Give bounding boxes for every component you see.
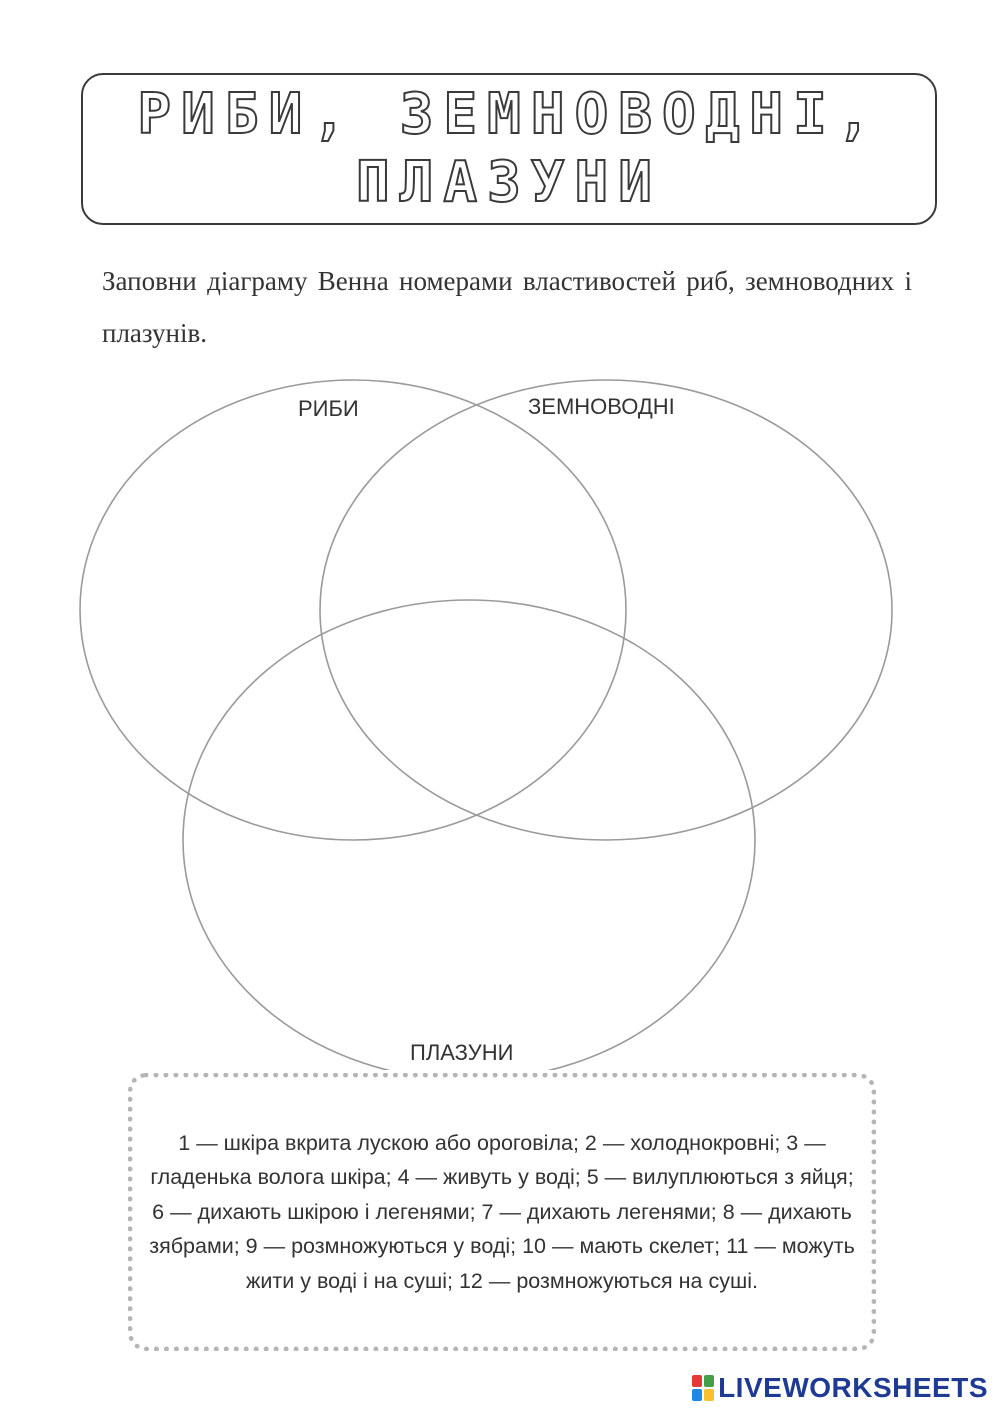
fish-label: РИБИ	[298, 396, 359, 421]
venn-svg	[0, 370, 1000, 1070]
liveworksheets-brand[interactable]	[692, 1372, 988, 1404]
title-line-2: ПЛАЗУНИ	[355, 150, 662, 215]
liveworksheets-logo-icon	[692, 1375, 714, 1401]
title-line-1: РИБИ, ЗЕМНОВОДНІ,	[137, 82, 881, 147]
venn-diagram	[0, 370, 1000, 1070]
amphibians-circle[interactable]	[320, 380, 892, 840]
legend-box	[128, 1073, 876, 1351]
instruction-text: Заповни діаграму Венна номерами властивостей риб, земноводних і плазунів.	[102, 266, 912, 348]
brand-name: LIVEWORKSHEETS	[718, 1372, 988, 1403]
amphibians-label: ЗЕМНОВОДНІ	[528, 394, 675, 419]
title-box	[81, 73, 937, 225]
reptiles-label: ПЛАЗУНИ	[410, 1040, 514, 1065]
legend-text: 1 — шкіра вкрита лускою або ороговіла; 2 — холоднокровні; 3 — гладенька волога шкіра; 4 — живуть у воді; 5 — вилуплюються з яйця; 6 — дихають шкірою і легенями; 7 — дихають легенями; 8 — дихають зябрами; 9 — розмножуються у воді; 10 — мають скелет; 11 — можуть жити у воді і на суші; 12 — розмножуються на суші.	[149, 1130, 855, 1293]
fish-circle[interactable]	[80, 380, 626, 840]
